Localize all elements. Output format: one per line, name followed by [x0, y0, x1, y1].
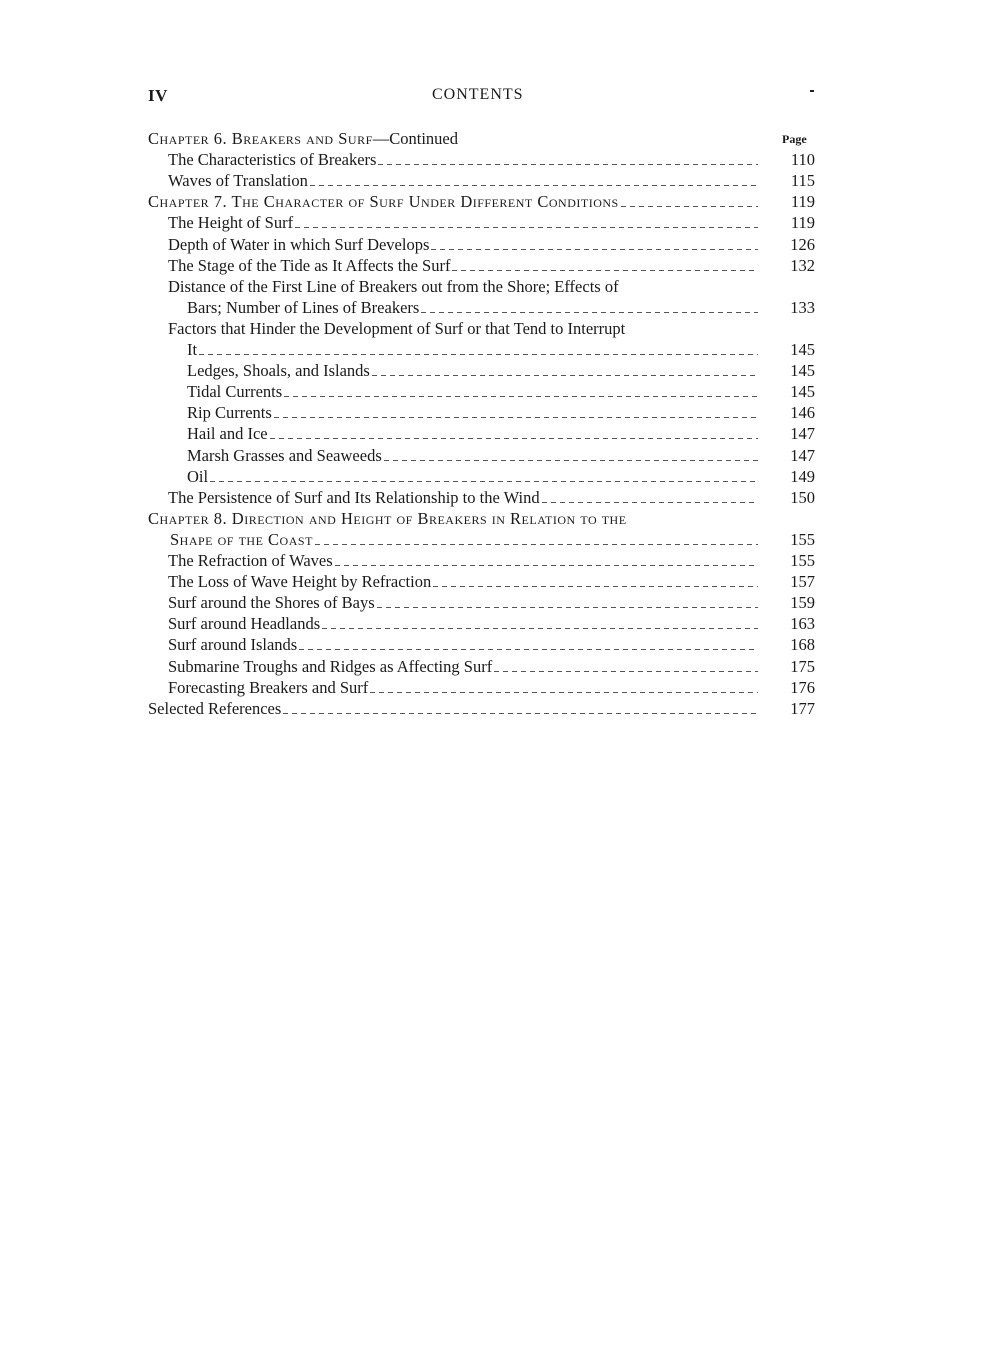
toc-entry-title: Factors that Hinder the Development of Surf or that Tend to Interrupt [168, 319, 626, 338]
toc-entry [187, 340, 758, 361]
toc-entry [168, 551, 758, 572]
toc-entry-title: The Persistence of Surf and Its Relationship to the Wind [168, 488, 540, 507]
toc-page-number: 145 [790, 340, 815, 359]
toc-entry [168, 678, 758, 699]
toc-page-number: 133 [790, 298, 815, 317]
toc-page-number: 145 [790, 382, 815, 401]
toc-entry [148, 699, 758, 720]
toc-page-number: 115 [790, 171, 815, 190]
toc-entry [168, 171, 758, 192]
dot-leader [199, 354, 758, 355]
toc-entry [148, 192, 758, 213]
dot-leader [210, 481, 758, 482]
toc-entry-title: It [187, 340, 198, 359]
toc-entry-title: Submarine Troughs and Ridges as Affecting Surf [168, 657, 493, 676]
toc-entry [148, 509, 758, 530]
toc-entry [187, 298, 758, 319]
toc-entry [168, 657, 758, 678]
dot-leader [322, 628, 758, 629]
toc-entry-title: Shape of the Coast [170, 530, 313, 549]
toc-entry-title: Surf around Islands [168, 635, 298, 654]
toc-entry [187, 446, 758, 467]
dot-leader [299, 649, 758, 650]
toc-entry [148, 129, 758, 150]
toc-page-number: 119 [790, 213, 815, 232]
toc-entry-title: Rip Currents [187, 403, 272, 422]
toc-entry [168, 488, 758, 509]
toc-page-number: 145 [790, 361, 815, 380]
toc-page-number: 147 [790, 446, 815, 465]
toc-entry [168, 277, 758, 298]
toc-page-number: 132 [790, 256, 815, 275]
toc-page-number: 147 [790, 424, 815, 443]
toc-entry-title: Surf around Headlands [168, 614, 321, 633]
toc-entry-title: The Height of Surf [168, 213, 294, 232]
toc-entry [168, 150, 758, 171]
toc-entry-title: Selected References [148, 699, 282, 718]
toc-page-number: 177 [790, 699, 815, 718]
toc-page-number: 175 [790, 657, 815, 676]
toc-page-number: 157 [790, 572, 815, 591]
toc-entry [187, 361, 758, 382]
dot-leader [433, 586, 758, 587]
toc-entry-title: The Stage of the Tide as It Affects the Surf [168, 256, 451, 275]
dot-leader [310, 185, 758, 186]
toc-page-number: 110 [790, 150, 815, 169]
toc-entry-title: Surf around the Shores of Bays [168, 593, 375, 612]
toc-page-number: 155 [790, 551, 815, 570]
toc-entry-title: Chapter 7. The Character of Surf Under Different Conditions [148, 192, 619, 211]
toc-page-number: 146 [790, 403, 815, 422]
toc-entry-title: Ledges, Shoals, and Islands [187, 361, 370, 380]
toc-entry-title: Hail and Ice [187, 424, 268, 443]
dot-leader [494, 671, 758, 672]
toc-entry [168, 635, 758, 656]
toc-entry-title: Forecasting Breakers and Surf [168, 678, 369, 697]
toc-page-number: 159 [790, 593, 815, 612]
toc-entry-title: Oil [187, 467, 209, 486]
toc-entry-title: The Refraction of Waves [168, 551, 333, 570]
dot-leader [452, 270, 758, 271]
toc-page-number: 155 [790, 530, 815, 549]
page-number: IV [148, 86, 168, 105]
toc-entry-title: Waves of Translation [168, 171, 308, 190]
toc-entry-title: Depth of Water in which Surf Develops [168, 235, 430, 254]
toc-page-number: 168 [790, 635, 815, 654]
toc-entry [168, 614, 758, 635]
dot-leader [621, 206, 758, 207]
toc-entry [170, 530, 758, 551]
page-title: CONTENTS [432, 86, 524, 103]
toc-page-number: 126 [790, 235, 815, 254]
dot-leader [335, 565, 758, 566]
toc-entry [168, 256, 758, 277]
dot-leader [378, 164, 758, 165]
dot-leader [372, 375, 758, 376]
toc-entry [187, 424, 758, 445]
dot-leader [315, 544, 758, 545]
toc-entry [187, 382, 758, 403]
toc-entry [187, 403, 758, 424]
toc-page-number: 149 [790, 467, 815, 486]
toc-entry [168, 593, 758, 614]
dot-leader [274, 417, 758, 418]
dot-leader [384, 460, 758, 461]
toc-entry-title: Distance of the First Line of Breakers out from the Shore; Effects of [168, 277, 619, 296]
toc-entry [187, 467, 758, 488]
toc-entry [168, 572, 758, 593]
dot-leader [542, 502, 758, 503]
toc-entry-title: Bars; Number of Lines of Breakers [187, 298, 420, 317]
dot-leader [370, 692, 758, 693]
toc-page-number: 150 [790, 488, 815, 507]
dot-leader [284, 396, 758, 397]
toc-entry-title: Chapter 6. Breakers and Surf [148, 129, 373, 148]
toc-entry-title: Tidal Currents [187, 382, 283, 401]
dot-leader [295, 227, 758, 228]
toc-entry-title: The Characteristics of Breakers [168, 150, 377, 169]
toc-page-number: 176 [790, 678, 815, 697]
dot-leader [270, 438, 758, 439]
toc-entry-title: The Loss of Wave Height by Refraction [168, 572, 432, 591]
page-column-label: Page [782, 132, 807, 146]
toc-entry [168, 213, 758, 234]
toc-page-number: 119 [790, 192, 815, 211]
dot-leader [431, 249, 758, 250]
toc-entry [168, 235, 758, 256]
dot-leader [283, 713, 758, 714]
toc-entry-title: Marsh Grasses and Seaweeds [187, 446, 382, 465]
toc-entry [168, 319, 758, 340]
toc-entry-title: Chapter 8. Direction and Height of Breakers in Relation to the [148, 509, 627, 528]
toc-page-number: 163 [790, 614, 815, 633]
dot-leader [421, 312, 758, 313]
toc-entry-suffix: —Continued [372, 129, 458, 148]
dot-leader [377, 607, 758, 608]
